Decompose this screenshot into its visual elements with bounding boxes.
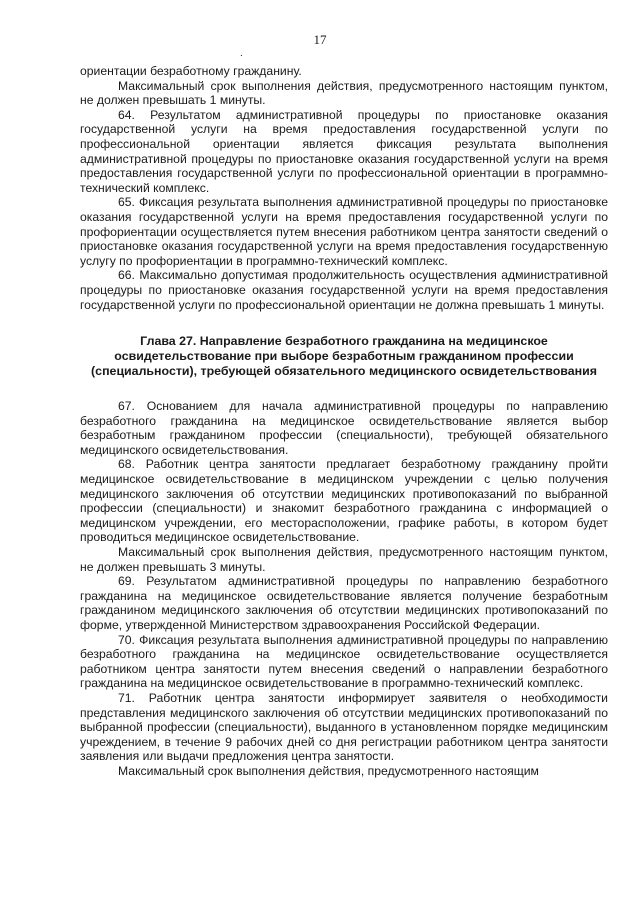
paragraph: 69. Результатом административной процедуры по направлению безработного гражданина на медицинское освидетельствование является получение безработным гражданином медицинского заключения об отсутствии медицинских противопоказаний по форме, утвержденной Министерством здравоохранения Российской Федерации. [80,574,608,632]
paragraph-group-bottom [80,399,608,778]
paragraph: Максимальный срок выполнения действия, предусмотренного настоящим [118,763,539,778]
paragraph-group-top [80,64,608,312]
paragraph: 67. Основанием для начала административной процедуры по направлению безработного гражданина на медицинское освидетельствование является выбор безработным гражданином профессии (специальности), требующей обязательного медицинского освидетельствования. [80,399,608,457]
paragraph: 71. Работник центра занятости информирует заявителя о необходимости представления медицинского заключения об отсутствии медицинских противопоказаний по выбранной профессии (специальности), выданного в установленном порядке медицинским учреждением, в течение 9 рабочих дней со дня регистрации работником центра занятости заявления или выдачи предложения центра занятости. [80,690,608,764]
paragraph: 70. Фиксация результата выполнения административной процедуры по направлению безработного гражданина на медицинское освидетельствование осуществляется работником центра занятости путем внесения сведений о направлении безработного гражданина на медицинское освидетельствование в программно-технический комплекс. [80,632,608,691]
paragraph: ориентации безработному гражданину. [80,64,302,78]
paragraph: 64. Результатом административной процедуры по приостановке оказания государственной услуги на время предоставления государственной услуги по профессиональной ориентации является фиксация результата выполнения административной процедуры по приостановке оказания государственной услуги на время предоставления государственной услуги по профессиональной ориентации в программно-технический комплекс. [80,107,608,195]
chapter-heading: Глава 27. Направление безработного гражданина на медицинское освидетельствование при выборе безработным гражданином профессии (специальности), требующей обязательного медицинского освидетельствования [91,334,597,379]
page-content [80,64,608,779]
paragraph: 65. Фиксация результата выполнения административной процедуры по приостановке оказания государственной услуги на время предоставления государственной услуги по профориентации осуществляется путем внесения работником центра занятости сведений о приостановке оказания государственной услуги на время предоставления государственную услугу по профориентации в программно-технический комплекс. [80,195,608,268]
paragraph: Максимальный срок выполнения действия, предусмотренного настоящим пунктом, не должен превышать 3 минуты. [80,545,608,574]
stray-mark: . [240,48,243,59]
paragraph: 66. Максимально допустимая продолжительность осуществления административной процедуры по приостановке оказания государственной услуги на время предоставления государственной услуги по профессиональной ориентации не должна превышать 1 минуты. [80,268,608,312]
paragraph: Максимальный срок выполнения действия, предусмотренного настоящим пунктом, не должен превышать 1 минуты. [80,78,608,108]
paragraph: 68. Работник центра занятости предлагает безработному гражданину пройти медицинское освидетельствование в медицинском учреждении с целью получения медицинского заключения об отсутствии медицинских противопоказаний по выбранной профессии (специальности) и знакомит безработного гражданина с информацией о медицинском учреждении, его месторасположении, графике работы, в котором будет проводиться медицинское освидетельствование. [80,457,608,545]
page-number: 17 [313,32,327,47]
